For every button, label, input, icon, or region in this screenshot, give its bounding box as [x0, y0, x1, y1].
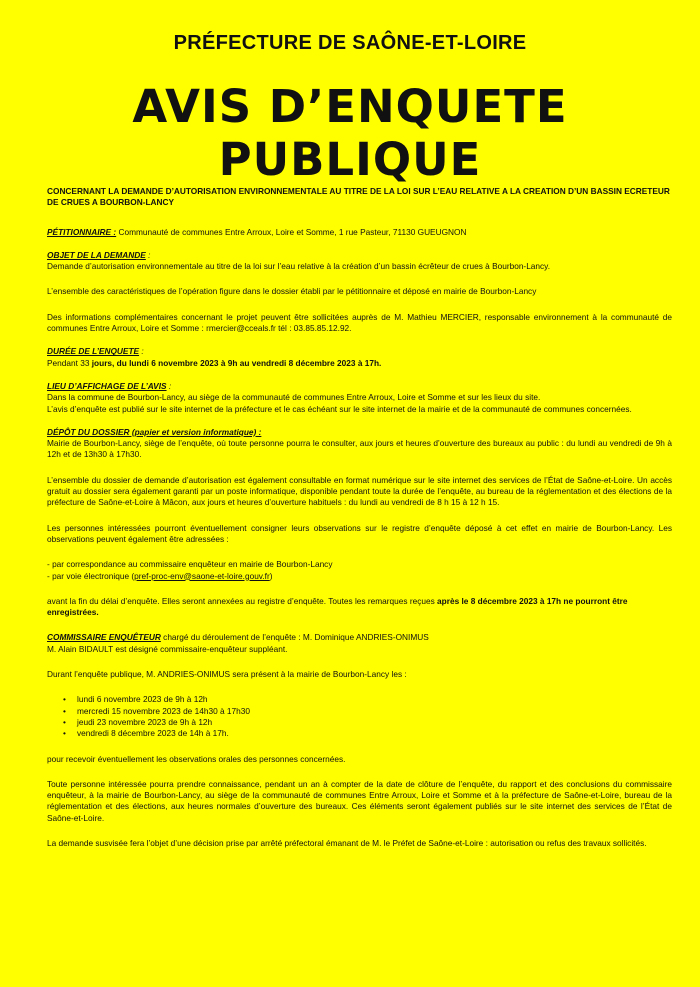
depot-label: DÉPÔT DU DOSSIER (papier et version informatique) :	[47, 426, 262, 437]
closing-para1: Toute personne intéressée pourra prendre connaissance, pendant un an à compter de la date de clôture de l’enquête, du rapport et des conclusions du commissaire enquêteur, à la mairie de Bourbon-Lancy, au siège de la communauté de communes Entre Arroux, Loire et Somme et à la préfecture de Saône-et-Loire, bureau de la réglementation et des élections, aux heures normales d’ouverture des bureaux. Ces éléments seront également publiés sur le site internet des services de l’État de Saône-et-Loire.	[47, 778, 672, 823]
prefecture-heading: PRÉFECTURE DE SAÔNE-ET-LOIRE	[173, 32, 527, 54]
duree-colon: :	[139, 346, 144, 357]
lieu-heading	[47, 381, 672, 392]
petitionnaire-section	[47, 227, 672, 238]
depot-deadline: après le 8 décembre 2023 à 17h ne pourront être enregistrées.	[47, 595, 628, 618]
depot-para4-pre: avant la fin du délai d’enquête. Elles seront annexées au registre d’enquête. Toutes les remarques reçues	[47, 595, 438, 606]
lieu-line2: L’avis d’enquête est publié sur le site internet de la préfecture et le cas échéant sur le site internet de la mairie et de la communauté de communes concernées.	[47, 403, 632, 414]
depot-item-email	[47, 571, 672, 582]
depot-item2-post: )	[269, 570, 273, 581]
permanences-after: pour recevoir éventuellement les observations orales des personnes concernées.	[47, 753, 346, 764]
closing-para2: La demande susvisée fera l’objet d’une décision prise par arrêté préfectoral émanant de M. le Préfet de Saône-et-Loire : autorisation ou refus des travaux sollicités.	[47, 837, 647, 848]
objet-label: OBJET DE LA DEMANDE	[47, 249, 146, 260]
commissaire-label: COMMISSAIRE ENQUÊTEUR	[47, 632, 161, 643]
depot-heading	[47, 427, 672, 438]
list-item: • vendredi 8 décembre 2023 de 14h à 17h.	[47, 728, 672, 739]
objet-heading	[47, 250, 672, 261]
lieu-line1: Dans la commune de Bourbon-Lancy, au siège de la communauté de communes Entre Arroux, Loire et Somme et sur les lieux du site.	[47, 392, 541, 403]
depot-para2: L’ensemble du dossier de demande d’autorisation est également consultable en format numérique sur le site internet des services de l’État de Saône-et-Loire. Un accès gratuit au dossier sera également garanti par un poste informatique, disponible pendant toute la durée de l’enquête, au bureau de la réglementation et des élections de la préfecture de Saône-et-Loire à Mâcon, aux jours et heures d’ouverture habituels : du lundi au vendredi de 8 h 15 à 12 h 15.	[47, 474, 672, 508]
lieu-label: LIEU D’AFFICHAGE DE L’AVIS	[47, 380, 167, 391]
objet-text: Demande d’autorisation environnementale au titre de la loi sur l’eau relative à la création d’un bassin écrêteur de crues à Bourbon-Lancy.	[47, 261, 551, 272]
duree-dates: jours, du lundi 6 novembre 2023 à 9h au vendredi 8 décembre 2023 à 17h.	[91, 357, 382, 368]
depot-para3: Les personnes intéressées pourront éventuellement consigner leurs observations sur le registre d’enquête déposé à cet effet en mairie de Bourbon-Lancy. Les observations peuvent également être adressées :	[47, 522, 672, 544]
subject-heading: CONCERNANT LA DEMANDE D’AUTORISATION ENVIRONNEMENTALE AU TITRE DE LA LOI SUR L’EAU RELATIVE A LA CREATION D’UN BASSIN ECRETEUR DE CRUES A BOURBON-LANCY	[47, 186, 670, 208]
objet-para2: L’ensemble des caractéristiques de l’opération figure dans le dossier établi par le pétitionnaire et déposé en mairie de Bourbon-Lancy	[47, 286, 537, 297]
commissaire-heading	[47, 632, 672, 643]
objet-para3: Des informations complémentaires concernant le projet peuvent être sollicitées auprès de M. Mathieu MERCIER, responsable environnement à la communauté de communes Entre Arroux, Loire et Somme : rmercier@cceals.fr tél : 03.85.85.12.92.	[47, 311, 672, 334]
lieu-colon: :	[166, 380, 172, 391]
permanences-list	[47, 694, 672, 739]
list-item: • lundi 6 novembre 2023 de 9h à 12h	[47, 694, 672, 705]
depot-item-mail: - par correspondance au commissaire enquêteur en mairie de Bourbon-Lancy	[47, 559, 333, 570]
depot-para4	[47, 596, 672, 619]
commissaire-line2: M. Alain BIDAULT est désigné commissaire-enquêteur suppléant.	[47, 643, 288, 654]
list-item: • mercredi 15 novembre 2023 de 14h30 à 17h30	[47, 706, 672, 717]
notice-body	[47, 186, 672, 849]
petitionnaire-label: PÉTITIONNAIRE :	[47, 226, 117, 237]
duree-text	[47, 358, 672, 369]
petitionnaire-text: Communauté de communes Entre Arroux, Loire et Somme, 1 rue Pasteur, 71130 GUEUGNON	[116, 226, 467, 237]
duree-label: DURÉE DE L’ENQUETE	[47, 346, 140, 357]
depot-item2-pre: - par voie électronique (	[47, 570, 135, 581]
duree-heading	[47, 346, 672, 357]
list-item: • jeudi 23 novembre 2023 de 9h à 12h	[47, 717, 672, 728]
notice-title: AVIS D’ENQUETE PUBLIQUE	[132, 80, 568, 186]
commissaire-text: chargé du déroulement de l’enquête : M. Dominique ANDRIES-ONIMUS	[160, 632, 429, 643]
depot-para1: Mairie de Bourbon-Lancy, siège de l’enquête, où toute personne pourra le consulter, aux jours et heures d’ouverture des bureaux au public : du lundi au vendredi de 9h à 12h et de 13h30 à 17h30.	[47, 438, 672, 460]
permanences-intro: Durant l’enquête publique, M. ANDRIES-ONIMUS sera présent à la mairie de Bourbon-Lancy les :	[47, 669, 407, 680]
duree-pre: Pendant 33	[47, 357, 92, 368]
email-link[interactable]: pref-proc-env@saone-et-loire.gouv.fr	[134, 570, 270, 581]
objet-colon: :	[145, 249, 151, 260]
